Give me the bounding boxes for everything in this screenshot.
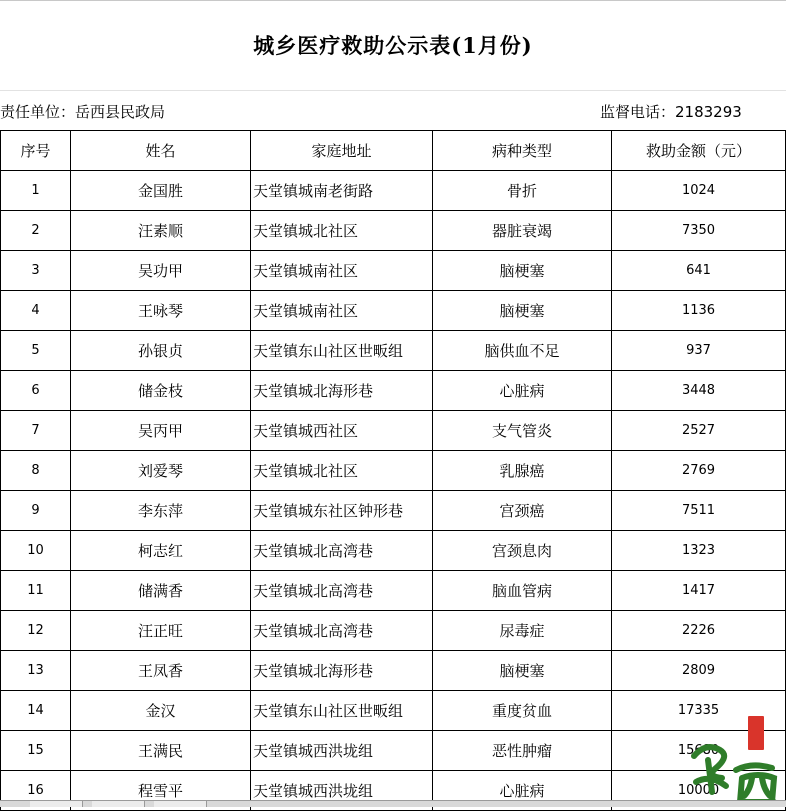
table-row (1, 691, 786, 731)
cell-name[interactable]: 吴丙甲 (71, 411, 251, 451)
cell-name[interactable]: 汪素顺 (71, 211, 251, 251)
cell-no[interactable]: 12 (1, 611, 71, 651)
cell-amount[interactable]: 15680 (612, 731, 786, 771)
cell-amount[interactable]: 1024 (612, 171, 786, 211)
cell-amount[interactable]: 3448 (612, 371, 786, 411)
table-row (1, 531, 786, 571)
cell-name[interactable]: 李东萍 (71, 491, 251, 531)
cell-disease[interactable]: 心脏病 (433, 371, 612, 411)
cell-address[interactable]: 天堂镇城北海形巷 (251, 651, 433, 691)
sheet-gridline (0, 90, 786, 91)
column-header-no[interactable]: 序号 (1, 131, 71, 171)
cell-amount[interactable]: 10000 (612, 771, 786, 811)
cell-amount[interactable]: 937 (612, 331, 786, 371)
cell-amount[interactable]: 2769 (612, 451, 786, 491)
table-row (1, 651, 786, 691)
cell-no[interactable]: 2 (1, 211, 71, 251)
table-row (1, 371, 786, 411)
cell-amount[interactable]: 2527 (612, 411, 786, 451)
cell-address[interactable]: 天堂镇东山社区世畈组 (251, 691, 433, 731)
cell-name[interactable]: 金国胜 (71, 171, 251, 211)
table-row (1, 611, 786, 651)
cell-name[interactable]: 储金枝 (71, 371, 251, 411)
column-header-amount[interactable]: 救助金额（元） (612, 131, 786, 171)
cell-disease[interactable]: 器脏衰竭 (433, 211, 612, 251)
yuexi-logo (686, 712, 786, 806)
cell-name[interactable]: 储满香 (71, 571, 251, 611)
seal-stamp (748, 716, 764, 750)
cell-no[interactable]: 16 (1, 771, 71, 811)
cell-amount[interactable]: 1136 (612, 291, 786, 331)
cell-disease[interactable]: 尿毒症 (433, 611, 612, 651)
column-header-name[interactable]: 姓名 (71, 131, 251, 171)
cell-no[interactable]: 10 (1, 531, 71, 571)
cell-name[interactable]: 王凤香 (71, 651, 251, 691)
cell-disease[interactable]: 脑血管病 (433, 571, 612, 611)
cell-amount[interactable]: 17335 (612, 691, 786, 731)
cell-disease[interactable]: 宫颈息肉 (433, 531, 612, 571)
cell-amount[interactable]: 1417 (612, 571, 786, 611)
cell-disease[interactable]: 骨折 (433, 171, 612, 211)
cell-disease[interactable]: 支气管炎 (433, 411, 612, 451)
table-body (1, 171, 786, 811)
cell-address[interactable]: 天堂镇城北海形巷 (251, 371, 433, 411)
brush-stroke-1 (694, 747, 726, 792)
supervision-phone: 监督电话：2183293 (600, 103, 742, 121)
cell-address[interactable]: 天堂镇城南老街路 (251, 171, 433, 211)
cell-no[interactable]: 8 (1, 451, 71, 491)
cell-no[interactable]: 4 (1, 291, 71, 331)
table-row (1, 411, 786, 451)
cell-address[interactable]: 天堂镇城南社区 (251, 251, 433, 291)
cell-no[interactable]: 13 (1, 651, 71, 691)
cell-amount[interactable]: 2226 (612, 611, 786, 651)
cell-address[interactable]: 天堂镇城北高湾巷 (251, 571, 433, 611)
cell-name[interactable]: 孙银贞 (71, 331, 251, 371)
cell-amount[interactable]: 641 (612, 251, 786, 291)
cell-disease[interactable]: 心脏病 (433, 771, 612, 811)
cell-no[interactable]: 9 (1, 491, 71, 531)
aid-table (0, 130, 786, 811)
table-row (1, 171, 786, 211)
responsible-unit: 责任单位：岳西县民政局 (0, 103, 166, 121)
cell-no[interactable]: 7 (1, 411, 71, 451)
cell-no[interactable]: 6 (1, 371, 71, 411)
cell-name[interactable]: 汪正旺 (71, 611, 251, 651)
cell-disease[interactable]: 宫颈癌 (433, 491, 612, 531)
sheet-tab[interactable] (92, 801, 145, 807)
cell-amount[interactable]: 7350 (612, 211, 786, 251)
cell-address[interactable]: 天堂镇城西洪垅组 (251, 731, 433, 771)
table-row (1, 331, 786, 371)
cell-disease[interactable]: 恶性肿瘤 (433, 731, 612, 771)
cell-address[interactable]: 天堂镇城北高湾巷 (251, 531, 433, 571)
cell-name[interactable]: 王满民 (71, 731, 251, 771)
cell-disease[interactable]: 重度贫血 (433, 691, 612, 731)
top-border (0, 0, 786, 1)
cell-amount[interactable]: 7511 (612, 491, 786, 531)
cell-no[interactable]: 1 (1, 171, 71, 211)
cell-disease[interactable]: 脑梗塞 (433, 291, 612, 331)
cell-address[interactable]: 天堂镇城西社区 (251, 411, 433, 451)
cell-name[interactable]: 吴功甲 (71, 251, 251, 291)
brush-stroke-2 (736, 765, 774, 802)
table-row (1, 451, 786, 491)
page-title: 城乡医疗救助公示表(1月份) (253, 33, 533, 58)
cell-name[interactable]: 金汉 (71, 691, 251, 731)
table-row (1, 571, 786, 611)
sheet-tab[interactable] (154, 801, 207, 807)
cell-amount[interactable]: 1323 (612, 531, 786, 571)
cell-no[interactable]: 15 (1, 731, 71, 771)
cell-address[interactable]: 天堂镇东山社区世畈组 (251, 331, 433, 371)
cell-no[interactable]: 14 (1, 691, 71, 731)
cell-name[interactable]: 程雪平 (71, 771, 251, 811)
cell-name[interactable]: 刘爱琴 (71, 451, 251, 491)
cell-disease[interactable]: 脑梗塞 (433, 651, 612, 691)
column-header-disease[interactable]: 病种类型 (433, 131, 612, 171)
table-row (1, 731, 786, 771)
cell-no[interactable]: 5 (1, 331, 71, 371)
cell-name[interactable]: 王咏琴 (71, 291, 251, 331)
table-row (1, 491, 786, 531)
cell-address[interactable]: 天堂镇城北社区 (251, 451, 433, 491)
column-header-address[interactable]: 家庭地址 (251, 131, 433, 171)
cell-amount[interactable]: 2809 (612, 651, 786, 691)
cell-name[interactable]: 柯志红 (71, 531, 251, 571)
table-header-row (1, 131, 786, 171)
cell-address[interactable]: 天堂镇城北社区 (251, 211, 433, 251)
sheet-tab[interactable] (30, 801, 83, 807)
cell-address[interactable]: 天堂镇城南社区 (251, 291, 433, 331)
cell-address[interactable]: 天堂镇城东社区钟形巷 (251, 491, 433, 531)
cell-no[interactable]: 11 (1, 571, 71, 611)
cell-address[interactable]: 天堂镇城北高湾巷 (251, 611, 433, 651)
table-row (1, 211, 786, 251)
cell-disease[interactable]: 脑梗塞 (433, 251, 612, 291)
table-row (1, 291, 786, 331)
cell-disease[interactable]: 脑供血不足 (433, 331, 612, 371)
table-row (1, 251, 786, 291)
cell-address[interactable]: 天堂镇城西洪垅组 (251, 771, 433, 811)
cell-no[interactable]: 3 (1, 251, 71, 291)
cell-disease[interactable]: 乳腺癌 (433, 451, 612, 491)
